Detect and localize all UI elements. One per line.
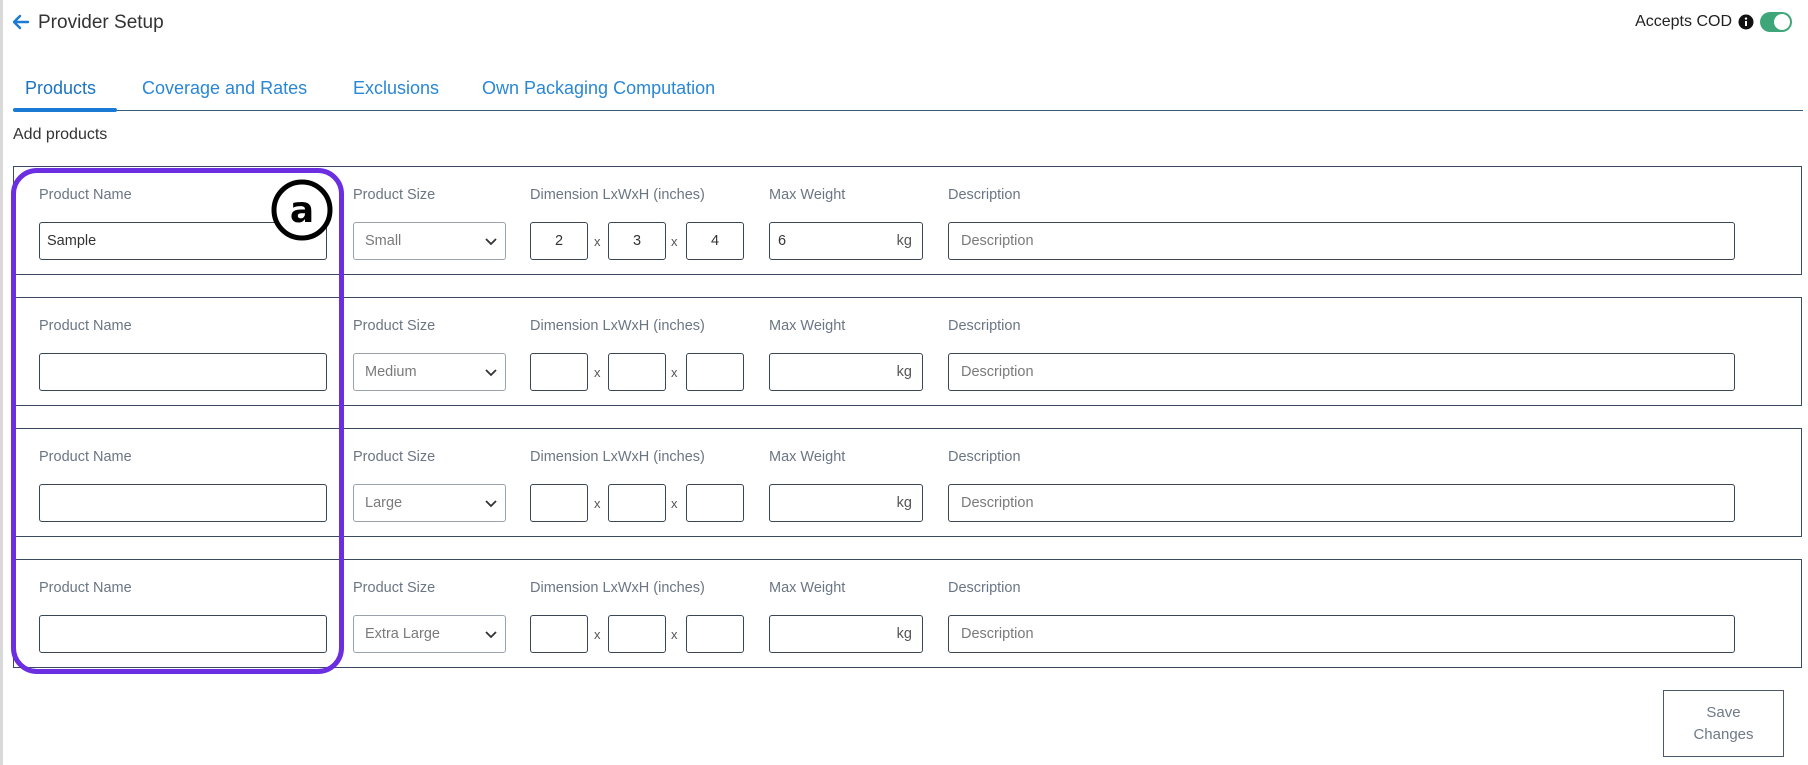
dimension-height-input[interactable]: 4 [686,222,744,260]
product-name-label: Product Name [39,449,132,465]
dimension-label: Dimension LxWxH (inches) [530,449,705,465]
description-label: Description [948,318,1021,334]
page-title: Provider Setup [38,12,164,33]
dimension-length-input[interactable] [530,353,588,391]
weight-unit: kg [896,495,912,511]
dimension-label: Dimension LxWxH (inches) [530,580,705,596]
product-size-label: Product Size [353,318,436,334]
max-weight-label: Max Weight [769,580,846,596]
back-arrow-icon[interactable] [11,12,31,32]
product-size-label: Product Size [353,187,436,203]
max-weight-input[interactable] [769,615,923,653]
product-size-label: Product Size [353,580,436,596]
product-size-value: Small [365,233,402,249]
dimension-length-input[interactable] [530,484,588,522]
tab-coverage-and-rates[interactable]: Coverage and Rates [142,78,308,98]
description-label: Description [948,187,1021,203]
tab-bar [13,70,1803,111]
dimension-separator: x [594,496,601,511]
description-label: Description [948,580,1021,596]
product-name-label: Product Name [39,318,132,334]
dimension-separator: x [594,627,601,642]
toggle-knob [1774,14,1790,30]
chevron-down-icon [483,495,499,511]
max-weight-label: Max Weight [769,187,846,203]
product-size-value: Extra Large [365,626,440,642]
dimension-width-input[interactable]: 3 [608,222,666,260]
dimension-width-input[interactable] [608,484,666,522]
product-size-value: Large [365,495,403,511]
active-tab-indicator [13,108,117,112]
product-size-select[interactable] [353,615,506,653]
save-changes-button[interactable]: Save Changes [1663,690,1784,757]
annotation-badge-letter: a [289,190,315,231]
chevron-down-icon [483,233,499,249]
weight-unit: kg [896,364,912,380]
max-weight-input[interactable] [769,222,923,260]
dimension-label: Dimension LxWxH (inches) [530,187,705,203]
product-row [13,297,1802,406]
dimension-height-input[interactable] [686,353,744,391]
product-name-input[interactable] [39,484,327,522]
dimension-separator: x [594,365,601,380]
description-input[interactable]: Description [948,484,1735,522]
description-input[interactable]: Description [948,615,1735,653]
dimension-separator: x [671,234,678,249]
dimension-separator: x [671,496,678,511]
weight-unit: kg [896,233,912,249]
product-size-select[interactable] [353,222,506,260]
tab-products[interactable]: Products [25,78,97,98]
product-size-select[interactable] [353,484,506,522]
info-icon[interactable] [1738,14,1754,30]
product-size-value: Medium [365,364,417,380]
product-size-label: Product Size [353,449,436,465]
chevron-down-icon [483,626,499,642]
annotation-badge-icon [270,178,334,242]
left-edge-shade [0,0,3,765]
dimension-separator: x [594,234,601,249]
weight-unit: kg [896,626,912,642]
dimension-label: Dimension LxWxH (inches) [530,318,705,334]
max-weight-input[interactable] [769,484,923,522]
description-input[interactable]: Description [948,353,1735,391]
dimension-height-input[interactable] [686,615,744,653]
description-label: Description [948,449,1021,465]
product-name-input[interactable] [39,353,327,391]
max-weight-label: Max Weight [769,318,846,334]
accepts-cod-control [1635,12,1792,32]
header [0,0,1808,50]
tab-own-packaging-computation[interactable]: Own Packaging Computation [482,78,716,98]
product-name-label: Product Name [39,580,132,596]
dimension-width-input[interactable] [608,353,666,391]
product-row [13,428,1802,537]
dimension-separator: x [671,365,678,380]
max-weight-input[interactable] [769,353,923,391]
section-title: Add products [13,126,108,143]
max-weight-label: Max Weight [769,449,846,465]
product-row [13,559,1802,668]
description-input[interactable]: Description [948,222,1735,260]
max-weight-value: 6 [778,233,787,249]
chevron-down-icon [483,364,499,380]
dimension-length-input[interactable] [530,615,588,653]
product-name-input[interactable]: Sample [39,222,327,260]
dimension-separator: x [671,627,678,642]
dimension-width-input[interactable] [608,615,666,653]
accepts-cod-label: Accepts COD [1635,13,1732,30]
dimension-height-input[interactable] [686,484,744,522]
tab-exclusions[interactable]: Exclusions [353,78,440,98]
accepts-cod-toggle[interactable] [1760,12,1792,32]
product-size-select[interactable] [353,353,506,391]
product-name-label: Product Name [39,187,132,203]
product-name-input[interactable] [39,615,327,653]
dimension-length-input[interactable]: 2 [530,222,588,260]
